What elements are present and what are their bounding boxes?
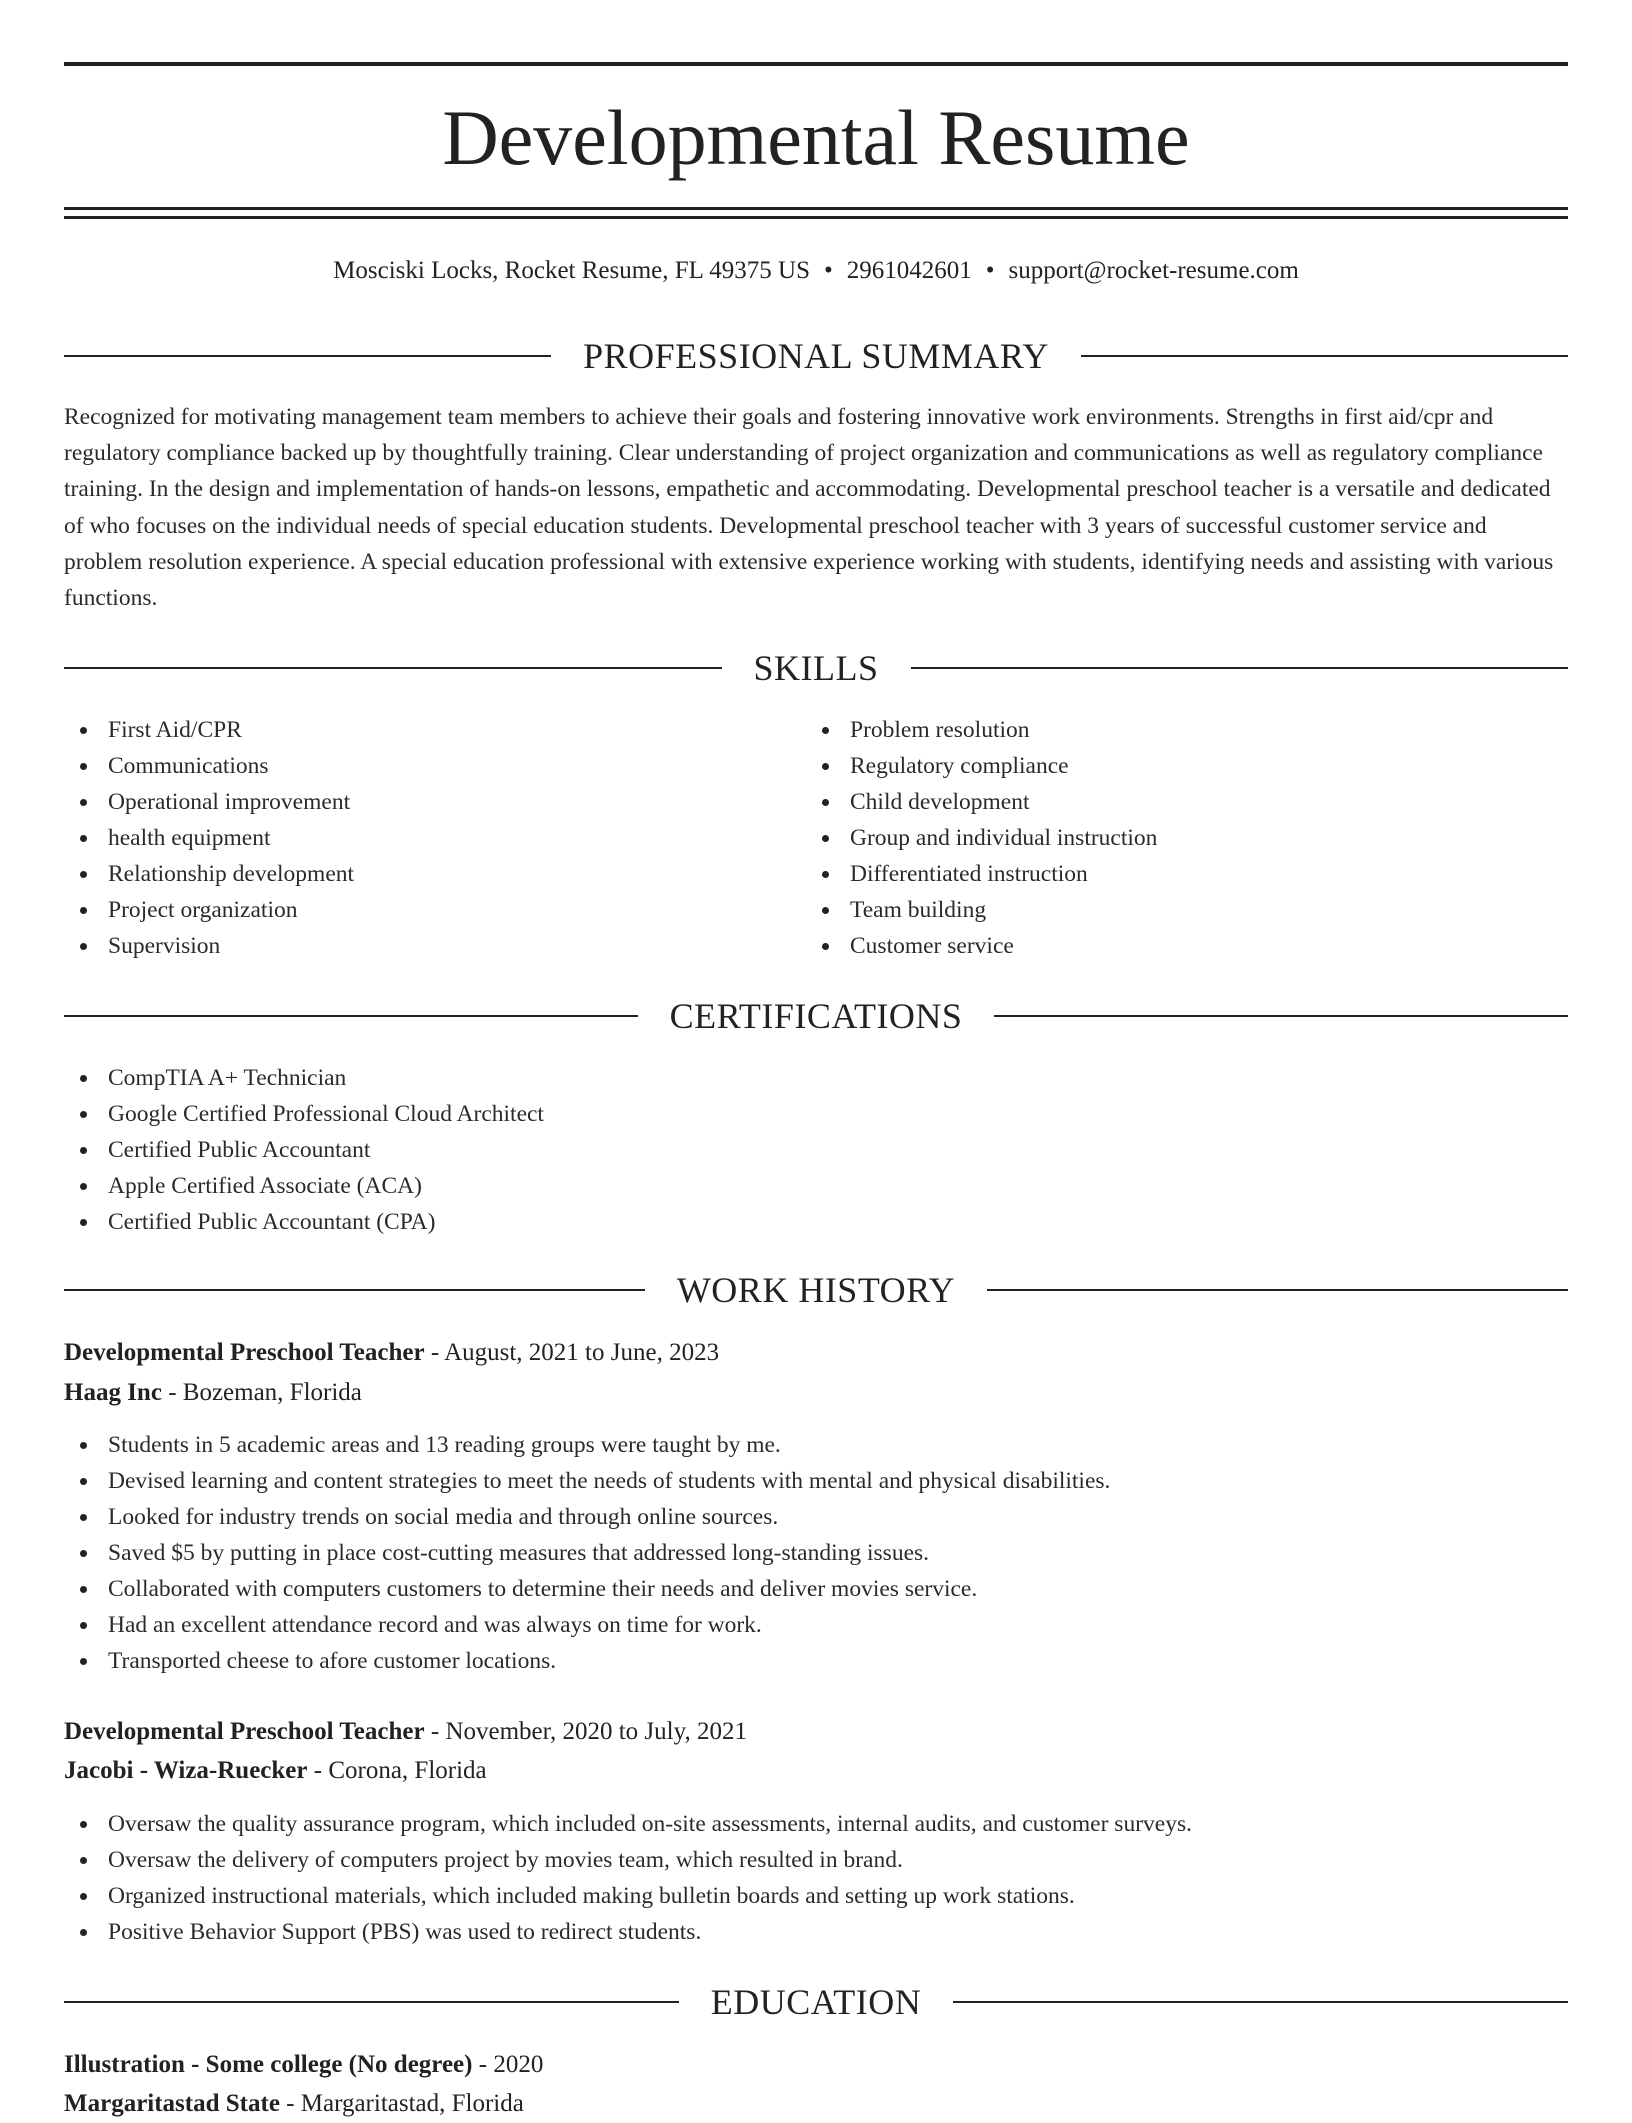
education-location: Margaritastad, Florida	[300, 2090, 524, 2117]
heading-rule-left	[64, 2001, 679, 2003]
job-title: Developmental Preschool Teacher	[64, 1339, 425, 1366]
contact-email: support@rocket-resume.com	[1008, 257, 1299, 284]
skill-item: Relationship development	[64, 856, 804, 892]
job-dates: August, 2021 to June, 2023	[444, 1339, 720, 1366]
contact-separator: •	[985, 257, 995, 284]
job-location: Corona, Florida	[328, 1757, 487, 1784]
skill-item: Supervision	[64, 928, 804, 964]
education-school: Margaritastad State	[64, 2090, 280, 2117]
job-title-line: Developmental Preschool Teacher - August, 2021 to June, 2023	[64, 1339, 720, 1366]
heading-rule-right	[911, 667, 1569, 669]
job-company-line: Haag Inc - Bozeman, Florida	[64, 1379, 362, 1406]
job-location: Bozeman, Florida	[182, 1379, 362, 1406]
job-bullet: Oversaw the quality assurance program, which included on-site assessments, internal audits, and customer surveys.	[64, 1806, 1568, 1842]
heading-rule-right	[1081, 355, 1568, 357]
header-top-rule	[64, 62, 1568, 66]
job-dates: November, 2020 to July, 2021	[445, 1718, 747, 1745]
heading-rule-left	[64, 667, 722, 669]
education-degree: Illustration - Some college (No degree)	[64, 2051, 473, 2078]
skill-item: Differentiated instruction	[806, 856, 1546, 892]
job-title-line: Developmental Preschool Teacher - November, 2020 to July, 2021	[64, 1718, 747, 1745]
certification-item: Certified Public Accountant (CPA)	[64, 1204, 1568, 1240]
contact-separator: •	[824, 257, 833, 284]
education-school-line: Margaritastad State - Margaritastad, Florida	[64, 2090, 524, 2117]
job-company: Haag Inc	[64, 1379, 162, 1406]
skill-item: Project organization	[64, 892, 804, 928]
skill-item: Customer service	[806, 928, 1546, 964]
education-degree-line: Illustration - Some college (No degree) - 2020	[64, 2051, 544, 2078]
work-history-heading-label: WORK HISTORY	[676, 1270, 956, 1310]
job-bullet: Had an excellent attendance record and was always on time for work.	[64, 1607, 1568, 1643]
resume-title: Developmental Resume	[442, 94, 1190, 181]
contact-line	[64, 252, 1568, 290]
job-bullet-list	[64, 1806, 1568, 1950]
skill-item: Group and individual instruction	[806, 820, 1546, 856]
heading-rule-right	[994, 1015, 1568, 1017]
job-bullet: Oversaw the delivery of computers project by movies team, which resulted in brand.	[64, 1842, 1568, 1878]
skill-item: Problem resolution	[806, 712, 1546, 748]
summary-section-heading	[64, 331, 1568, 381]
job-company: Jacobi - Wiza-Ruecker	[64, 1757, 308, 1784]
skill-item: Child development	[806, 784, 1546, 820]
job-bullet: Saved $5 by putting in place cost-cutting measures that addressed long-standing issues.	[64, 1535, 1568, 1571]
job-title: Developmental Preschool Teacher	[64, 1718, 425, 1745]
skills-section-heading	[64, 643, 1568, 693]
job-company-line: Jacobi - Wiza-Ruecker - Corona, Florida	[64, 1757, 487, 1784]
certifications-section-heading	[64, 991, 1568, 1041]
skill-item: Regulatory compliance	[806, 748, 1546, 784]
job-bullet: Positive Behavior Support (PBS) was used to redirect students.	[64, 1914, 1568, 1950]
certifications-list	[64, 1060, 1568, 1240]
job-bullet: Devised learning and content strategies to meet the needs of students with mental and physical disabilities.	[64, 1463, 1568, 1499]
job-bullet: Transported cheese to afore customer locations.	[64, 1643, 1568, 1679]
skill-item: health equipment	[64, 820, 804, 856]
contact-address: Mosciski Locks, Rocket Resume, FL 49375 US	[333, 257, 810, 284]
certifications-heading-label: CERTIFICATIONS	[669, 996, 963, 1036]
skills-list-right	[806, 712, 1546, 964]
skill-item: Operational improvement	[64, 784, 804, 820]
skill-item: First Aid/CPR	[64, 712, 804, 748]
certification-item: CompTIA A+ Technician	[64, 1060, 1568, 1096]
certification-item: Certified Public Accountant	[64, 1132, 1568, 1168]
skill-item: Communications	[64, 748, 804, 784]
skills-heading-label: SKILLS	[753, 648, 879, 688]
certification-item: Google Certified Professional Cloud Architect	[64, 1096, 1568, 1132]
summary-heading-label: PROFESSIONAL SUMMARY	[583, 336, 1049, 376]
job-bullet: Looked for industry trends on social media and through online sources.	[64, 1499, 1568, 1535]
education-year: 2020	[493, 2051, 544, 2078]
heading-rule-left	[64, 1289, 645, 1291]
education-section-heading	[64, 1977, 1568, 2027]
skills-list-left	[64, 712, 804, 964]
job-bullet-list	[64, 1427, 1568, 1679]
certification-item: Apple Certified Associate (ACA)	[64, 1168, 1568, 1204]
contact-phone: 2961042601	[846, 257, 972, 284]
job-bullet: Collaborated with computers customers to determine their needs and deliver movies service.	[64, 1571, 1568, 1607]
header-double-rule-upper	[64, 207, 1568, 210]
job-bullet: Organized instructional materials, which included making bulletin boards and setting up work stations.	[64, 1878, 1568, 1914]
education-heading-label: EDUCATION	[710, 1982, 922, 2022]
header-double-rule-lower	[64, 216, 1568, 219]
heading-rule-left	[64, 355, 551, 357]
job-bullet: Students in 5 academic areas and 13 reading groups were taught by me.	[64, 1427, 1568, 1463]
work-history-section-heading	[64, 1265, 1568, 1315]
heading-rule-right	[953, 2001, 1568, 2003]
heading-rule-left	[64, 1015, 638, 1017]
skill-item: Team building	[806, 892, 1546, 928]
heading-rule-right	[987, 1289, 1568, 1291]
summary-text: Recognized for motivating management team members to achieve their goals and fostering innovative work environments. Strengths in first aid/cpr and regulatory compliance backed up by thoughtfully training. Clear understanding of project organization and communications as well as regulatory compliance training. In the design and implementation of hands-on lessons, empathetic and accommodating. Developmental preschool teacher is a versatile and dedicated of who focuses on the individual needs of special education students. Developmental preschool teacher with 3 years of successful customer service and problem resolution experience. A special education professional with extensive experience working with students, identifying needs and assisting with various functions.	[64, 404, 1554, 612]
